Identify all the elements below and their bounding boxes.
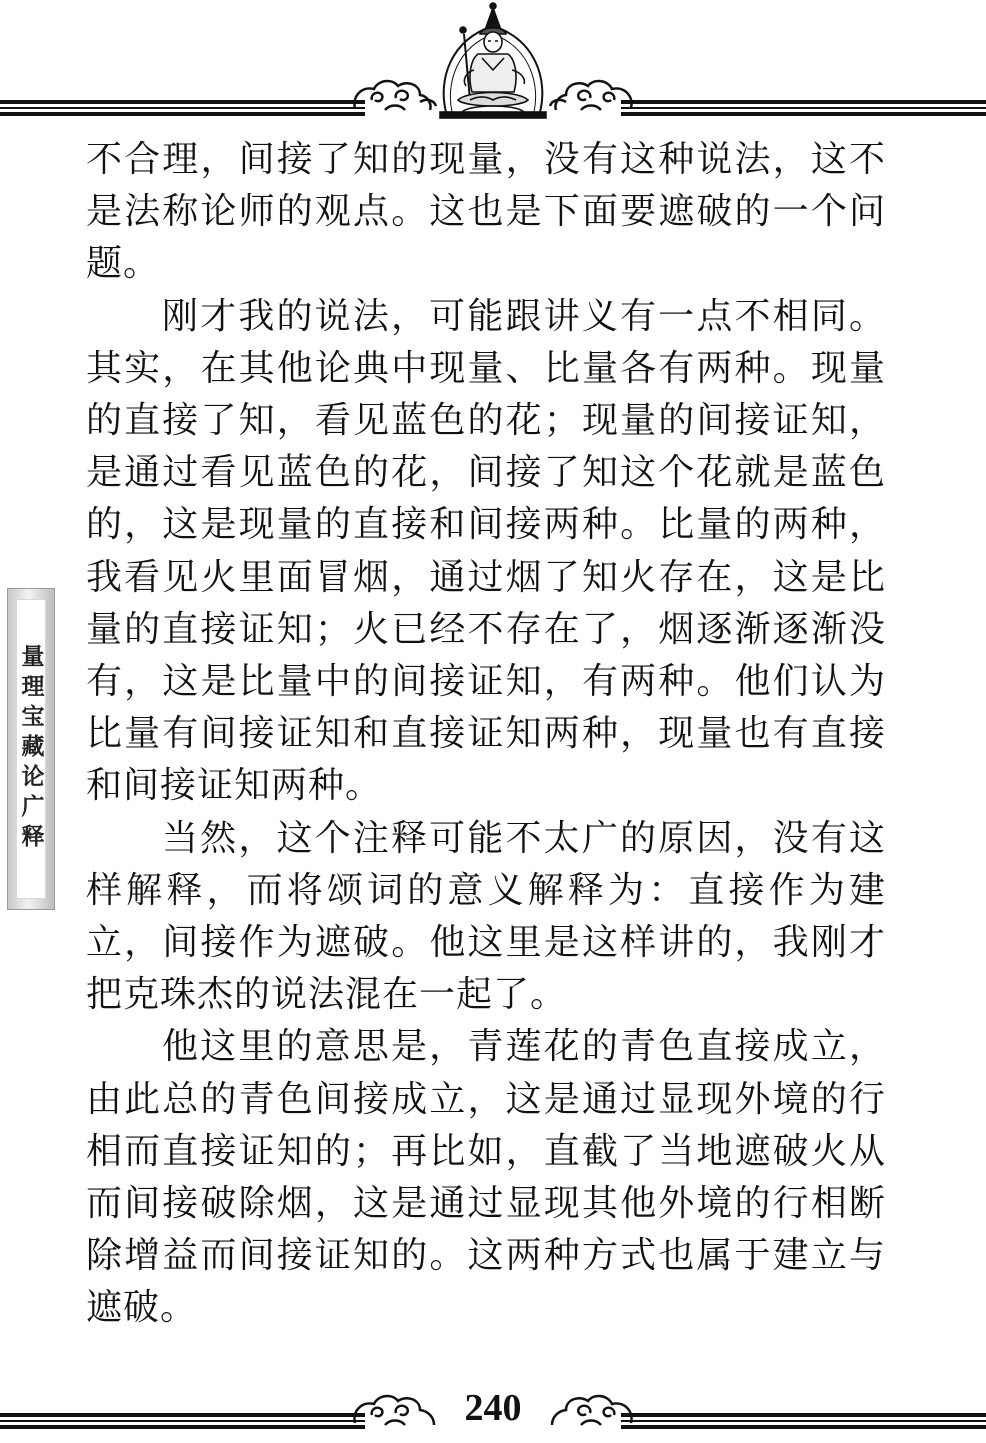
paragraph-1: 不合理，间接了知的现量，没有这种说法，这不是法称论师的观点。这也是下面要遮破的一个问题。 (86, 139, 886, 285)
book-title-vertical: 量理宝藏论广释 (17, 644, 44, 854)
side-tab (7, 588, 55, 910)
page-number: 240 (464, 1387, 522, 1429)
cloud-scroll-right-icon (550, 81, 632, 110)
header-rule-left (0, 100, 365, 116)
paragraph-2: 刚才我的说法，可能跟讲义有一点不相同。其实，在其他论典中现量、比量各有两种。现量的直接了知，看见蓝色的花；现量的间接证知，是通过看见蓝色的花，间接了知这个花就是蓝色的，这是现量的直接和间接两种。比量的两种，我看见火里面冒烟，通过烟了知火存在，这是比量的直接证知；火已经不存在了，烟逐渐逐渐没有，这是比量中的间接证知，有两种。他们认为比量有间接证知和直接证知两种，现量也有直接和间接证知两种。 (86, 295, 886, 807)
paragraph-3: 当然，这个注释可能不太广的原因，没有这样解释，而将颂词的意义解释为：直接作为建立，间接作为遮破。他这里是这样讲的，我刚才把克珠杰的说法混在一起了。 (86, 817, 886, 1016)
paragraph-4: 他这里的意思是，青莲花的青色直接成立，由此总的青色间接成立，这是通过显现外境的行相而直接证知的；再比如，直截了当地遮破火从而间接破除烟，这是通过显现其他外境的行相断除增益而间接证知的。这两种方式也属于建立与遮破。 (86, 1026, 886, 1329)
page-content (86, 134, 886, 1335)
seated-deity-figure-icon (440, 3, 546, 118)
cloud-scroll-left-icon (354, 81, 436, 110)
side-tab-inner (16, 599, 46, 899)
page-header (0, 0, 986, 125)
page-footer (0, 1375, 986, 1443)
header-rule-right (621, 100, 986, 116)
header-ornament (0, 0, 986, 125)
